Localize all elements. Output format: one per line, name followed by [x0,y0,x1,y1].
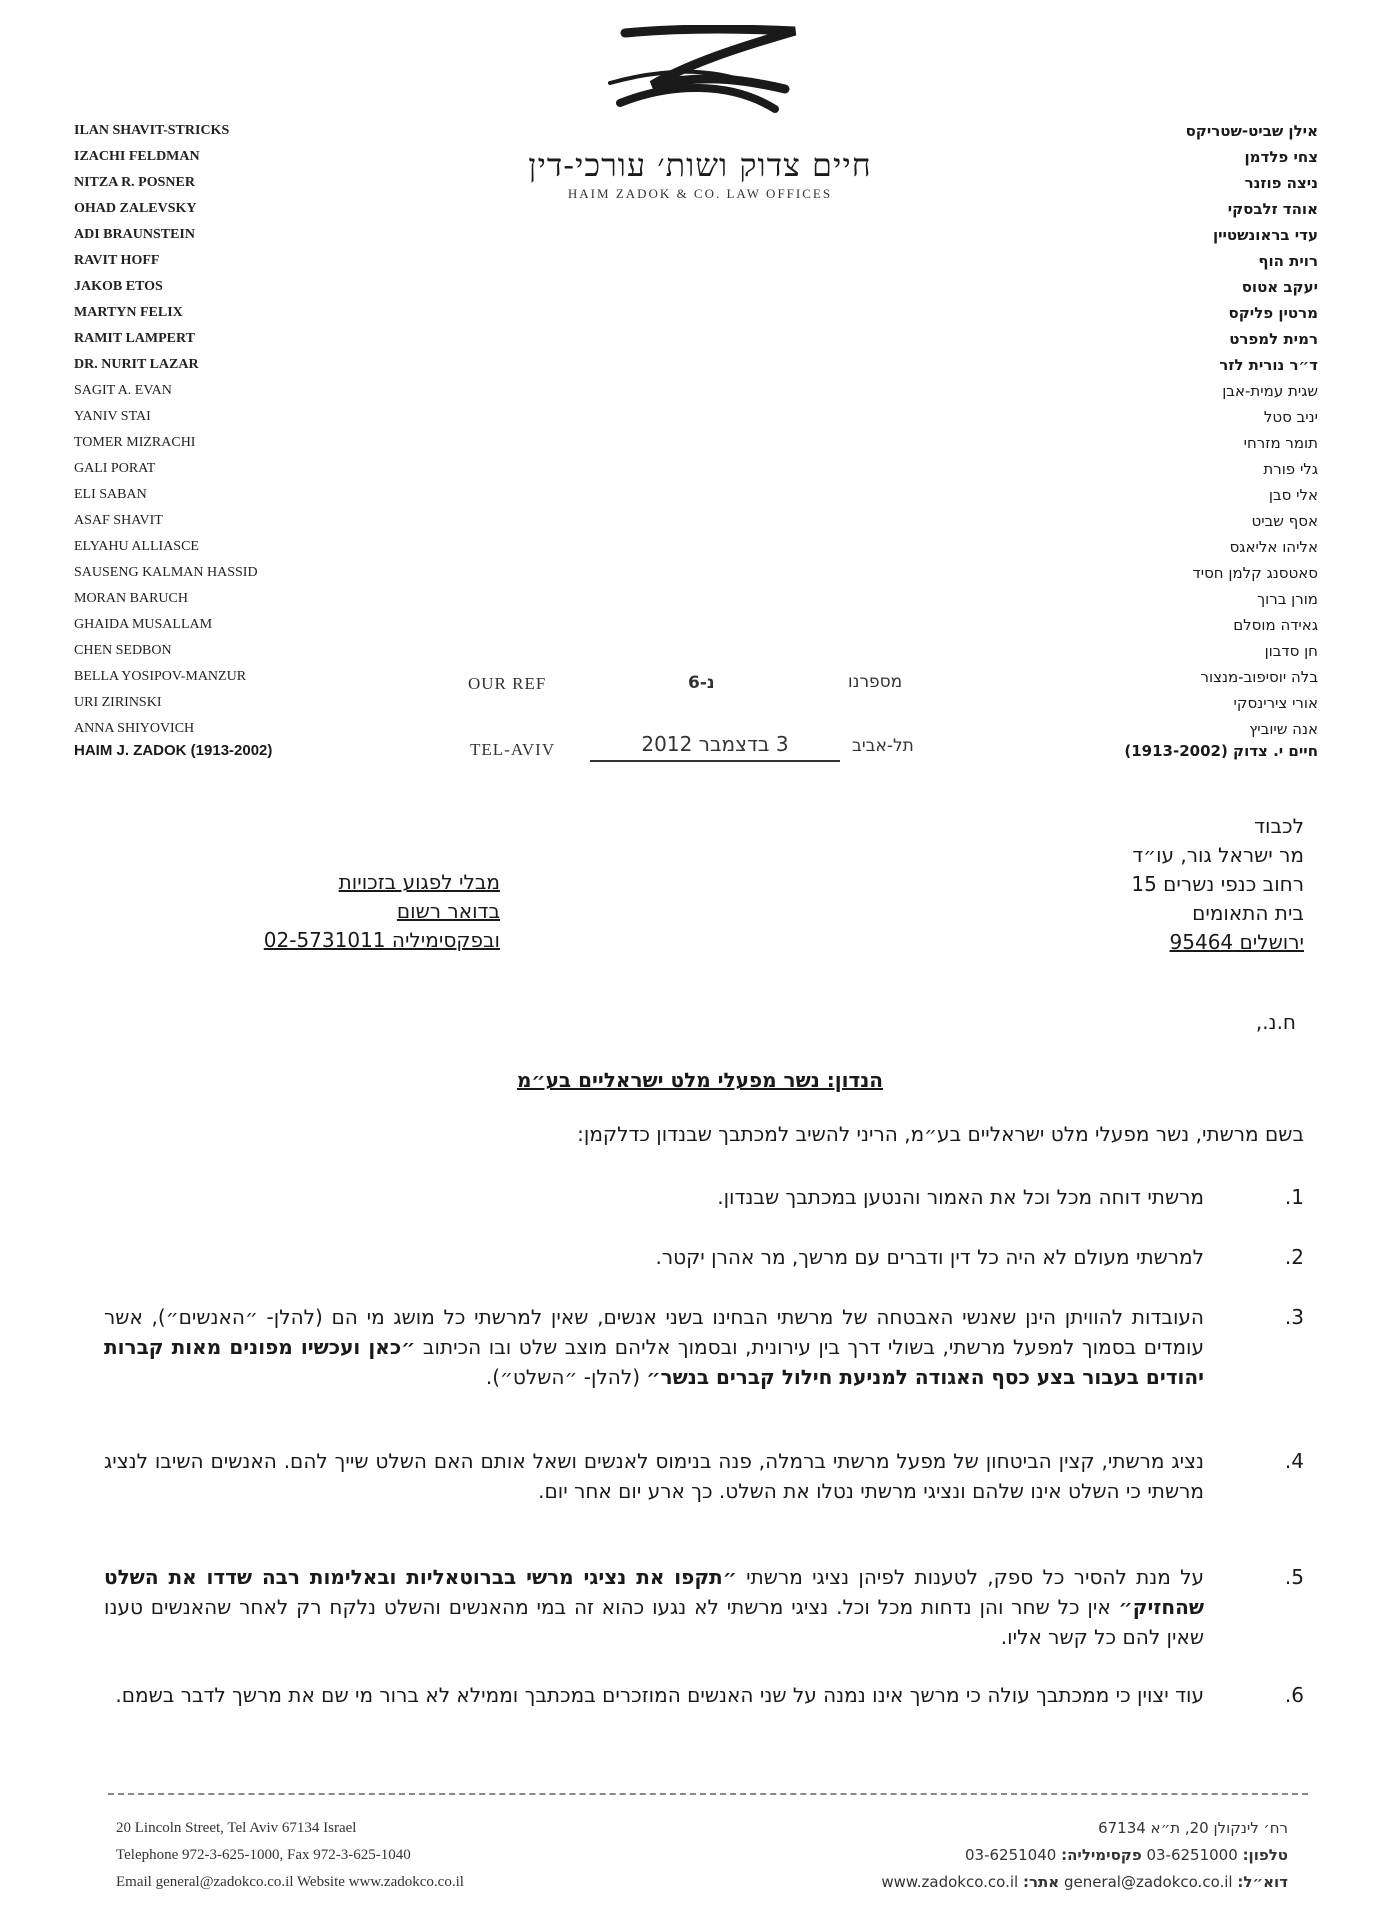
paragraph-6 [104,1680,1304,1710]
partner-name: גאידה מוסלם [1233,616,1318,634]
delivery-registered-mail: בדואר רשום [396,899,500,923]
addressee-block [904,812,1304,957]
quoted-claim-text: ״תקפו את נציגי מרשי בברוטאליות ובאלימות רבה שדדו את השלט שהחזיק״ [104,1565,1204,1619]
partner-name: ASAF SHAVIT [74,513,163,528]
footer-address-hebrew: רח׳ לינקולן 20, ת״א 67134 [1098,1819,1288,1837]
paragraph-text: נציג מרשתי, קצין הביטחון של מפעל מרשתי ברמלה, פנה בנימוס לאנשים ושאל אותם האם השלט שייך להם. האנשים השיבו לנציג מרשתי כי השלט אינו שלהם ונציגי מרשתי נטלו את השלט. כך ארע יום אחר יום. [104,1449,1204,1503]
partner-name: SAGIT A. EVAN [74,383,172,398]
paragraph-text [104,1562,1204,1652]
footer-phone-fax-hebrew [881,1842,1288,1869]
email-label: דוא״ל: [1237,1873,1288,1891]
addressee-city: ירושלים 95464 [1169,930,1304,954]
paragraph-1 [104,1182,1304,1212]
partner-name: אורי צירינסקי [1233,694,1318,712]
partner-name: אנה שיוביץ [1249,720,1318,738]
partner-name: רוית הוף [1258,252,1318,270]
partner-name: ELI SABAN [74,487,147,502]
partner-name: GHAIDA MUSALLAM [74,617,213,632]
founder-english: HAIM J. ZADOK (1913-2002) [74,742,273,759]
partner-name: DR. NURIT LAZAR [74,357,199,372]
partner-name: BELLA YOSIPOV-MANZUR [74,669,247,684]
subject-line: הנדון: נשר מפעלי מלט ישראליים בע״מ [516,1068,884,1092]
paragraph-text: למרשתי מעולם לא היה כל דין ודברים עם מרשך, מר אהרן יקטר. [655,1245,1204,1269]
paragraph-number: 6. [1284,1683,1304,1707]
footer-web-hebrew [881,1869,1288,1896]
footer-english [116,1815,464,1896]
footer-phone-english: Telephone 972-3-625-1000, Fax 972-3-625-1040 [116,1847,411,1863]
paragraph-text-part: אין כל שחר והן נדחות מכל וכל. נציגי מרשתי לא נגעו כהוא זה במי מהאנשים והשלט נלקח רק לאחר שהאנשים טענו שאין להם כל קשר אליו. [104,1595,1204,1649]
footer-address-english: 20 Lincoln Street, Tel Aviv 67134 Israel [116,1820,357,1836]
firm-logo [600,25,810,135]
partner-name: RAVIT HOFF [74,253,160,268]
partner-name: מורן ברוך [1257,590,1318,608]
partners-list-hebrew [988,118,1318,742]
founder-hebrew: חיים י. צדוק (1913-2002) [1124,742,1318,760]
partner-name: עדי בראונשטיין [1212,226,1318,244]
delivery-block [200,868,500,955]
partner-name: MORAN BARUCH [74,591,188,606]
partners-list-english [74,118,404,742]
paragraph-3 [104,1302,1304,1392]
partner-name: בלה יוסיפוב-מנצור [1200,668,1318,686]
paragraph-number: 2. [1284,1245,1304,1269]
intro-sentence: בשם מרשתי, נשר מפעלי מלט ישראליים בע״מ, הריני להשיב למכתבך שבנדון כדלקמן: [577,1122,1304,1146]
partner-name: יעקב אטוס [1241,278,1318,296]
partner-name: שגית עמית-אבן [1222,382,1318,400]
paragraph-5 [104,1562,1304,1652]
paragraph-4 [104,1446,1304,1506]
partner-name: רמית למפרט [1229,330,1318,348]
partner-name: ELYAHU ALLIASCE [74,539,199,554]
partner-name: יניב סטל [1263,408,1318,426]
city-english: TEL-AVIV [470,740,556,759]
partner-name: RAMIT LAMPERT [74,331,195,346]
partner-name: GALI PORAT [74,461,156,476]
paragraph-number: 4. [1284,1449,1304,1473]
firm-name-hebrew: חיים צדוק ושות׳ עורכי-דין [528,146,872,184]
footer-divider [108,1793,1308,1795]
partner-name: אוהד זלבסקי [1227,200,1318,218]
phone-label: טלפון: [1242,1846,1288,1864]
partner-name: מרטין פליקס [1228,304,1318,322]
paragraph-number: 5. [1284,1565,1304,1589]
partner-name: OHAD ZALEVSKY [74,201,197,216]
partner-name: MARTYN FELIX [74,305,183,320]
paragraph-2 [104,1242,1304,1272]
partner-name: YANIV STAI [74,409,151,424]
our-ref-value: נ-6 [688,673,715,693]
footer-web-english: Email general@zadokco.co.il Website www.zadokco.co.il [116,1874,464,1890]
our-ref-label-english: OUR REF [468,674,547,693]
city-hebrew: תל-אביב [852,736,914,756]
paragraph-text-part: העובדות להוויתן הינן שאנשי האבטחה של מרשתי הבחינו בשני אנשים, שאין למרשתי כל מושג מי הם (להלן- ״האנשים״), אשר עומדים בסמוך למפעל מרשתי, בשולי דרך בין עירונית, ובסמוך אליהם מוצב שלט ובו הכיתוב [104,1305,1204,1359]
partner-name: תומר מזרחי [1243,434,1318,452]
addressee-name: מר ישראל גור, עו״ד [1132,843,1304,867]
partner-name: סאטסנג קלמן חסיד [1192,564,1318,582]
site-label: אתר: [1022,1873,1060,1891]
partner-name: אלי סבן [1268,486,1318,504]
delivery-without-prejudice: מבלי לפגוע בזכויות [338,870,500,894]
site-value: www.zadokco.co.il [881,1873,1019,1891]
partner-name: ANNA SHIYOVICH [74,721,195,736]
partner-name: SAUSENG KALMAN HASSID [74,565,258,580]
partner-name: אליהו אליאגס [1229,538,1318,556]
fax-label: פקסימיליה: [1061,1846,1142,1864]
firm-name-english: HAIM ZADOK & CO. LAW OFFICES [567,186,833,201]
partner-name: CHEN SEDBON [74,643,172,658]
paragraph-text: מרשתי דוחה מכל וכל את האמור והנטען במכתבך שבנדון. [717,1185,1204,1209]
paragraph-text-part: (להלן- ״השלט״). [485,1365,647,1389]
addressee-street: רחוב כנפי נשרים 15 [1131,872,1304,896]
partner-name: TOMER MIZRACHI [74,435,196,450]
addressee-salutation: לכבוד [1254,814,1304,838]
paragraph-number: 1. [1284,1185,1304,1209]
addressee-building: בית התאומים [1192,901,1304,925]
letter-date: 3 בדצמבר 2012 [590,732,840,762]
fax-value: 03-6251040 [965,1846,1057,1864]
partner-name: ADI BRAUNSTEIN [74,227,195,242]
partner-name: גלי פורת [1263,460,1318,478]
paragraph-text-part: על מנת להסיר כל ספק, לטענות לפיהן נציגי מרשתי [736,1565,1204,1589]
paragraph-number: 3. [1284,1305,1304,1329]
partner-name: ד״ר נורית לזר [1219,356,1318,374]
partner-name: חן סדבון [1264,642,1318,660]
partner-name: צחי פלדמן [1244,148,1318,166]
partner-name: ניצה פוזנר [1244,174,1318,192]
delivery-fax: ובפקסימיליה 02-5731011 [263,928,500,952]
our-ref-label-hebrew: מספרנו [848,672,903,692]
partner-name: IZACHI FELDMAN [74,149,200,164]
greeting: ח.נ., [1255,1010,1296,1034]
partner-name: NITZA R. POSNER [74,175,195,190]
quoted-sign-text: ״כאן ועכשיו מפונים מאות קברות יהודים בעבור בצע כסף האגודה למניעת חילול קברים בנשר״ [104,1335,1204,1389]
partner-name: אסף שביט [1251,512,1318,530]
partner-name: ILAN SHAVIT-STRICKS [74,123,230,138]
paragraph-text: עוד יצוין כי ממכתבך עולה כי מרשך אינו נמנה על שני האנשים המוזכרים במכתבך וממילא לא ברור מי שם את מרשך לדבר בשמם. [115,1683,1204,1707]
phone-value: 03-6251000 [1146,1846,1238,1864]
email-value: general@zadokco.co.il [1063,1873,1233,1891]
footer-hebrew [881,1815,1288,1896]
partner-name: JAKOB ETOS [74,279,163,294]
partner-name: אילן שביט-שטריקס [1185,122,1318,140]
partner-name: URI ZIRINSKI [74,695,162,710]
paragraph-text [104,1302,1204,1392]
